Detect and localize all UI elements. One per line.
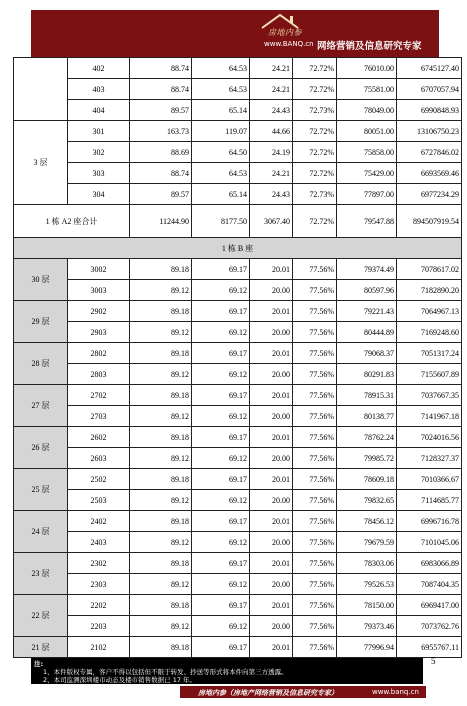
value-cell-b: 64.50 — [192, 142, 250, 163]
floor-label: 26 层 — [14, 427, 68, 469]
value-cell-d: 72.72% — [293, 142, 337, 163]
unit-cell: 3002 — [68, 259, 130, 280]
value-cell-c: 20.00 — [250, 364, 293, 385]
value-cell-a: 89.12 — [130, 574, 192, 595]
value-cell-d: 77.56% — [293, 511, 337, 532]
logo-url: www.BANQ.cn — [264, 40, 314, 48]
value-cell-f: 7169248.60 — [397, 322, 462, 343]
unit-cell: 2102 — [68, 637, 130, 658]
value-cell-b: 69.12 — [192, 616, 250, 637]
unit-cell: 2903 — [68, 322, 130, 343]
unit-cell: 2802 — [68, 343, 130, 364]
value-cell-a: 89.18 — [130, 259, 192, 280]
value-cell-a: 89.57 — [130, 184, 192, 205]
value-cell-a: 89.18 — [130, 553, 192, 574]
unit-cell: 403 — [68, 79, 130, 100]
value-cell-c: 20.01 — [250, 637, 293, 658]
value-cell-f: 7037667.35 — [397, 385, 462, 406]
value-cell-a: 89.12 — [130, 406, 192, 427]
value-cell-a: 163.73 — [130, 121, 192, 142]
value-cell-e: 79832.65 — [337, 490, 397, 511]
table-row — [14, 385, 462, 406]
value-cell-f: 7087404.35 — [397, 574, 462, 595]
page-number: 5 — [431, 656, 436, 666]
value-cell-f: 7182890.20 — [397, 280, 462, 301]
unit-cell: 303 — [68, 163, 130, 184]
value-cell-a: 89.18 — [130, 427, 192, 448]
table-row — [14, 595, 462, 616]
value-cell-d: 77.56% — [293, 343, 337, 364]
value-cell-e: 80291.83 — [337, 364, 397, 385]
value-cell-d: 77.56% — [293, 427, 337, 448]
value-cell-a: 89.12 — [130, 532, 192, 553]
value-cell-c: 20.00 — [250, 280, 293, 301]
value-cell-e: 80597.96 — [337, 280, 397, 301]
floor-label: 28 层 — [14, 343, 68, 385]
value-cell-d: 72.73% — [293, 100, 337, 121]
table-row — [14, 343, 462, 364]
value-cell-a: 89.12 — [130, 616, 192, 637]
table-row — [14, 574, 462, 595]
value-cell-d: 77.56% — [293, 637, 337, 658]
value-cell-e: 80051.00 — [337, 121, 397, 142]
value-cell-c: 20.00 — [250, 532, 293, 553]
floor-label: 23 层 — [14, 553, 68, 595]
value-cell-c: 20.01 — [250, 301, 293, 322]
value-cell-b: 64.53 — [192, 79, 250, 100]
value-cell-a: 89.18 — [130, 469, 192, 490]
table-row — [14, 79, 462, 100]
unit-cell: 2602 — [68, 427, 130, 448]
total-cell-f: 894507919.54 — [397, 205, 462, 238]
value-cell-c: 20.00 — [250, 616, 293, 637]
value-cell-f: 7141967.18 — [397, 406, 462, 427]
floor-label: 24 层 — [14, 511, 68, 553]
value-cell-e: 78762.24 — [337, 427, 397, 448]
unit-cell: 2203 — [68, 616, 130, 637]
value-cell-f: 6727846.02 — [397, 142, 462, 163]
unit-cell: 2503 — [68, 490, 130, 511]
value-cell-f: 7024016.56 — [397, 427, 462, 448]
value-cell-d: 77.56% — [293, 595, 337, 616]
value-cell-a: 89.12 — [130, 364, 192, 385]
value-cell-e: 78150.00 — [337, 595, 397, 616]
value-cell-d: 77.56% — [293, 301, 337, 322]
value-cell-f: 7078617.02 — [397, 259, 462, 280]
unit-cell: 2702 — [68, 385, 130, 406]
note-line-2: 2、本司监测深圳楼市动态及楼市销售数据已 17 年。 — [43, 676, 197, 684]
unit-cell: 404 — [68, 100, 130, 121]
value-cell-f: 6996716.78 — [397, 511, 462, 532]
total-cell-a: 11244.90 — [130, 205, 192, 238]
value-cell-b: 69.12 — [192, 406, 250, 427]
table-row — [14, 121, 462, 142]
value-cell-b: 69.17 — [192, 469, 250, 490]
value-cell-c: 24.21 — [250, 58, 293, 79]
value-cell-c: 20.01 — [250, 595, 293, 616]
value-cell-a: 88.74 — [130, 79, 192, 100]
value-cell-e: 78915.31 — [337, 385, 397, 406]
value-cell-f: 6969417.00 — [397, 595, 462, 616]
value-cell-e: 76010.00 — [337, 58, 397, 79]
value-cell-c: 24.19 — [250, 142, 293, 163]
value-cell-b: 65.14 — [192, 184, 250, 205]
total-row — [14, 205, 462, 238]
table-row — [14, 490, 462, 511]
value-cell-a: 89.18 — [130, 511, 192, 532]
value-cell-b: 69.17 — [192, 343, 250, 364]
value-cell-d: 77.56% — [293, 532, 337, 553]
table-row — [14, 511, 462, 532]
floor-label: 29 层 — [14, 301, 68, 343]
value-cell-a: 89.12 — [130, 280, 192, 301]
unit-cell: 2302 — [68, 553, 130, 574]
value-cell-b: 69.12 — [192, 574, 250, 595]
footer-url: www.banq.cn — [372, 688, 419, 696]
unit-cell: 2502 — [68, 469, 130, 490]
value-cell-d: 77.56% — [293, 553, 337, 574]
value-cell-a: 89.57 — [130, 100, 192, 121]
value-cell-a: 88.74 — [130, 58, 192, 79]
total-cell-d: 72.72% — [293, 205, 337, 238]
note-line-1: 1、本件版权专属，客户不得以包括但不限于转发、抄送等形式将本件向第三方透露。 — [43, 668, 288, 676]
table-row — [14, 163, 462, 184]
total-cell-c: 3067.40 — [250, 205, 293, 238]
value-cell-d: 72.72% — [293, 121, 337, 142]
value-cell-f: 7128327.37 — [397, 448, 462, 469]
table-row — [14, 427, 462, 448]
value-cell-b: 69.17 — [192, 637, 250, 658]
unit-cell: 2803 — [68, 364, 130, 385]
value-cell-c: 20.00 — [250, 322, 293, 343]
table-row — [14, 469, 462, 490]
value-cell-b: 69.12 — [192, 364, 250, 385]
value-cell-f: 6707057.94 — [397, 79, 462, 100]
notes-title: 注: — [34, 660, 44, 668]
section-title: 1 栋 B 座 — [14, 238, 462, 259]
value-cell-a: 89.12 — [130, 448, 192, 469]
table-row — [14, 406, 462, 427]
table-row — [14, 100, 462, 121]
value-cell-b: 69.17 — [192, 259, 250, 280]
value-cell-d: 77.56% — [293, 448, 337, 469]
value-cell-b: 69.12 — [192, 532, 250, 553]
total-cell-b: 8177.50 — [192, 205, 250, 238]
value-cell-b: 69.17 — [192, 553, 250, 574]
table-row — [14, 58, 462, 79]
value-cell-d: 77.56% — [293, 616, 337, 637]
value-cell-e: 78049.00 — [337, 100, 397, 121]
value-cell-b: 69.17 — [192, 427, 250, 448]
value-cell-e: 78456.12 — [337, 511, 397, 532]
value-cell-f: 6745127.40 — [397, 58, 462, 79]
value-cell-e: 79373.46 — [337, 616, 397, 637]
value-cell-b: 119.07 — [192, 121, 250, 142]
value-cell-a: 89.18 — [130, 595, 192, 616]
table-row — [14, 259, 462, 280]
value-cell-f: 6955767.11 — [397, 637, 462, 658]
value-cell-b: 69.12 — [192, 322, 250, 343]
value-cell-f: 7010366.67 — [397, 469, 462, 490]
value-cell-c: 24.21 — [250, 163, 293, 184]
value-cell-c: 20.00 — [250, 406, 293, 427]
unit-cell: 2902 — [68, 301, 130, 322]
table-row — [14, 184, 462, 205]
value-cell-a: 89.18 — [130, 301, 192, 322]
table-row — [14, 553, 462, 574]
value-cell-c: 24.43 — [250, 184, 293, 205]
value-cell-a: 89.12 — [130, 322, 192, 343]
total-cell-e: 79547.88 — [337, 205, 397, 238]
value-cell-c: 24.43 — [250, 100, 293, 121]
value-cell-e: 79068.37 — [337, 343, 397, 364]
value-cell-f: 7064967.13 — [397, 301, 462, 322]
value-cell-c: 20.01 — [250, 343, 293, 364]
unit-cell: 2202 — [68, 595, 130, 616]
value-cell-d: 77.56% — [293, 280, 337, 301]
value-cell-d: 72.72% — [293, 163, 337, 184]
value-cell-f: 7101045.06 — [397, 532, 462, 553]
unit-cell: 304 — [68, 184, 130, 205]
value-cell-d: 77.56% — [293, 385, 337, 406]
value-cell-e: 79374.49 — [337, 259, 397, 280]
value-cell-c: 20.01 — [250, 385, 293, 406]
table-row — [14, 322, 462, 343]
value-cell-d: 77.56% — [293, 364, 337, 385]
value-cell-d: 72.72% — [293, 58, 337, 79]
value-cell-d: 77.56% — [293, 322, 337, 343]
value-cell-c: 20.01 — [250, 511, 293, 532]
value-cell-d: 77.56% — [293, 469, 337, 490]
value-cell-d: 77.56% — [293, 259, 337, 280]
value-cell-e: 80444.89 — [337, 322, 397, 343]
value-cell-e: 79526.53 — [337, 574, 397, 595]
value-cell-b: 69.12 — [192, 448, 250, 469]
value-cell-c: 20.00 — [250, 448, 293, 469]
value-cell-e: 75858.00 — [337, 142, 397, 163]
unit-cell: 301 — [68, 121, 130, 142]
section-header-row — [14, 238, 462, 259]
header-title: 网络营销及信息研究专家 — [317, 41, 422, 52]
unit-cell: 2303 — [68, 574, 130, 595]
value-cell-a: 88.69 — [130, 142, 192, 163]
floor-label: 27 层 — [14, 385, 68, 427]
table-row — [14, 532, 462, 553]
value-cell-d: 77.56% — [293, 574, 337, 595]
value-cell-c: 20.01 — [250, 469, 293, 490]
value-cell-a: 89.18 — [130, 637, 192, 658]
value-cell-e: 77897.00 — [337, 184, 397, 205]
value-cell-c: 20.01 — [250, 259, 293, 280]
value-cell-b: 69.17 — [192, 301, 250, 322]
footer-text: 房地内参（房地产网络营销及信息研究专家） — [198, 688, 338, 697]
notes-box — [31, 658, 423, 684]
value-cell-b: 69.12 — [192, 490, 250, 511]
value-cell-e: 80138.77 — [337, 406, 397, 427]
value-cell-d: 72.73% — [293, 184, 337, 205]
value-cell-c: 20.00 — [250, 574, 293, 595]
unit-cell: 302 — [68, 142, 130, 163]
value-cell-e: 79985.72 — [337, 448, 397, 469]
value-cell-f: 6693569.46 — [397, 163, 462, 184]
value-cell-e: 78609.18 — [337, 469, 397, 490]
value-cell-c: 24.21 — [250, 79, 293, 100]
table-row — [14, 301, 462, 322]
value-cell-e: 79221.43 — [337, 301, 397, 322]
table-row — [14, 142, 462, 163]
value-cell-b: 65.14 — [192, 100, 250, 121]
unit-cell: 402 — [68, 58, 130, 79]
value-cell-e: 79679.59 — [337, 532, 397, 553]
value-cell-e: 75429.00 — [337, 163, 397, 184]
value-cell-f: 7114685.77 — [397, 490, 462, 511]
unit-cell: 2402 — [68, 511, 130, 532]
value-cell-c: 44.66 — [250, 121, 293, 142]
value-cell-a: 88.74 — [130, 163, 192, 184]
value-cell-b: 69.12 — [192, 280, 250, 301]
value-cell-f: 13106750.23 — [397, 121, 462, 142]
floor-cell — [14, 58, 68, 121]
table-row — [14, 364, 462, 385]
value-cell-a: 89.18 — [130, 385, 192, 406]
unit-cell: 2703 — [68, 406, 130, 427]
table-row — [14, 280, 462, 301]
value-cell-f: 6990848.93 — [397, 100, 462, 121]
value-cell-f: 7073762.76 — [397, 616, 462, 637]
value-cell-b: 69.17 — [192, 385, 250, 406]
value-cell-f: 7051317.24 — [397, 343, 462, 364]
value-cell-f: 6977234.29 — [397, 184, 462, 205]
unit-cell: 2603 — [68, 448, 130, 469]
value-cell-c: 20.01 — [250, 427, 293, 448]
table-row — [14, 448, 462, 469]
value-cell-e: 78303.06 — [337, 553, 397, 574]
total-label: 1 栋 A2 座合计 — [14, 205, 130, 238]
sales-table — [13, 57, 462, 658]
value-cell-b: 69.17 — [192, 511, 250, 532]
floor-label: 25 层 — [14, 469, 68, 511]
value-cell-a: 89.18 — [130, 343, 192, 364]
table-row — [14, 637, 462, 658]
value-cell-c: 20.00 — [250, 490, 293, 511]
table-row — [14, 616, 462, 637]
value-cell-f: 6983066.89 — [397, 553, 462, 574]
value-cell-e: 77996.94 — [337, 637, 397, 658]
value-cell-b: 64.53 — [192, 163, 250, 184]
logo-name: 房地内参 — [268, 28, 302, 37]
floor-label: 3 层 — [14, 121, 68, 205]
value-cell-e: 75581.00 — [337, 79, 397, 100]
value-cell-a: 89.12 — [130, 490, 192, 511]
value-cell-d: 77.56% — [293, 406, 337, 427]
value-cell-b: 64.53 — [192, 58, 250, 79]
floor-label: 30 层 — [14, 259, 68, 301]
unit-cell: 2403 — [68, 532, 130, 553]
floor-label: 22 层 — [14, 595, 68, 637]
value-cell-b: 69.17 — [192, 595, 250, 616]
value-cell-c: 20.01 — [250, 553, 293, 574]
value-cell-f: 7155607.89 — [397, 364, 462, 385]
value-cell-d: 72.72% — [293, 79, 337, 100]
value-cell-d: 77.56% — [293, 490, 337, 511]
floor-label: 21 层 — [14, 637, 68, 658]
unit-cell: 3003 — [68, 280, 130, 301]
